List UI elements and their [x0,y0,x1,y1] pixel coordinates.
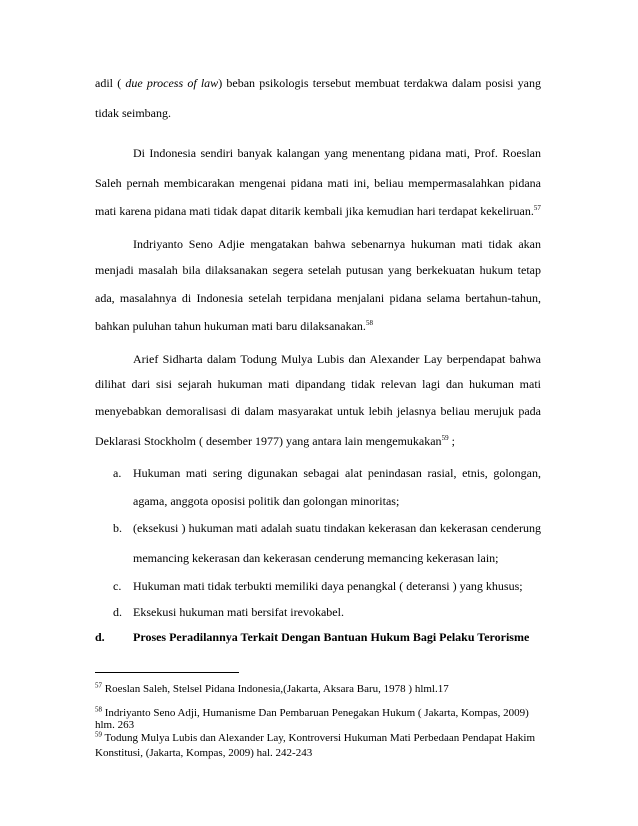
paragraph-arief-line-4-end: ; [448,434,455,448]
paragraph-roeslan-line-3-text: mati karena pidana mati tidak dapat ditarik kembali jika kemudian hari terdapat kekeliruan. [95,204,534,218]
paragraph-arief-line-1: Arief Sidharta dalam Todung Mulya Lubis dan Alexander Lay berpendapat bahwa [133,352,541,366]
list-item-line-1: Hukuman mati sering digunakan sebagai alat penindasan rasial, etnis, golongan, [133,466,541,480]
footnote-separator [95,672,239,673]
paragraph-roeslan-line-2: Saleh pernah membicarakan mengenai pidana mati ini, beliau mempermasalahkan pidana [95,176,541,190]
paragraph-top-italic-term: due process of law [125,76,219,90]
paragraph-top-text-pre: adil ( [95,76,126,90]
paragraph-indriyanto-line-4-text: bahkan puluhan tahun hukuman mati baru dilaksanakan. [95,319,366,333]
paragraph-arief-line-3: menyebabkan demoralisasi di dalam masyarakat untuk lebih jelasnya beliau merujuk pada [95,404,541,418]
footnote-ref-58: 58 [365,319,373,327]
list-item-line-1: Eksekusi hukuman mati bersifat irevokabel. [133,605,344,619]
paragraph-indriyanto-line-1: Indriyanto Seno Adjie mengatakan bahwa sebenarnya hukuman mati tidak akan [133,237,541,251]
paragraph-arief-line-2: dilihat dari sisi sejarah hukuman mati dipandang tidak relevan lagi dan hukuman mati [95,377,541,391]
paragraph-indriyanto-line-4 [95,319,373,333]
list-marker: c. [113,579,122,593]
paragraph-arief-line-4 [95,434,455,448]
footnote-59-line-2: Konstitusi, (Jakarta, Kompas, 2009) hal. 242-243 [95,747,313,759]
section-heading: Proses Peradilannya Terkait Dengan Bantuan Hukum Bagi Pelaku Terorisme [133,630,530,644]
list-item-line-1: Hukuman mati tidak terbukti memiliki daya penangkal ( deteransi ) yang khusus; [133,579,523,593]
list-item-line-2: memancing kekerasan dan kekerasan cenderung memancing kekerasan lain; [133,551,499,565]
list-marker: b. [113,521,122,535]
paragraph-indriyanto-line-3: ada, masalahnya di Indonesia setelah terpidana menjalani pidana selama bertahun-tahun, [95,291,541,305]
paragraph-roeslan-line-3 [95,204,541,218]
list-marker: d. [113,605,122,619]
paragraph-roeslan-line-1: Di Indonesia sendiri banyak kalangan yang menentang pidana mati, Prof. Roeslan [133,146,541,160]
footnote-57 [95,683,449,696]
list-item-line-1: (eksekusi ) hukuman mati adalah suatu tindakan kekerasan dan kekerasan cenderung [133,521,541,535]
footnote-59 [95,732,535,745]
footnote-text: Todung Mulya Lubis dan Alexander Lay, Kontroversi Hukuman Mati Perbedaan Pendapat Hakim [102,732,536,744]
footnote-number: 59 [95,730,102,739]
list-item-line-2: agama, anggota oposisi politik dan golongan minoritas; [133,494,400,508]
section-heading-marker: d. [95,630,105,644]
footnote-text: Roeslan Saleh, Stelsel Pidana Indonesia,(Jakarta, Aksara Baru, 1978 ) hlml.17 [102,683,449,695]
footnote-ref-59: 59 [441,434,449,442]
paragraph-top-text-post: ) beban psikologis tersebut membuat terdakwa dalam posisi yang [218,76,541,90]
footnote-58-line-2: hlm. 263 [95,719,135,731]
footnote-text: Indriyanto Seno Adji, Humanisme Dan Pembaruan Penegakan Hukum ( Jakarta, Kompas, 2009) [102,707,529,719]
paragraph-top-line-1 [95,76,541,90]
paragraph-top-line-2: tidak seimbang. [95,106,171,120]
footnote-number: 57 [95,681,102,690]
list-marker: a. [113,466,122,480]
footnote-ref-57: 57 [533,204,541,212]
paragraph-indriyanto-line-2: menjadi masalah bila dilaksanakan segera setelah putusan yang berkekuatan hukum tetap [95,263,541,277]
paragraph-arief-line-4-text: Deklarasi Stockholm ( desember 1977) yang antara lain mengemukakan [95,434,442,448]
footnote-58 [95,707,529,720]
footnote-number: 58 [95,705,102,714]
